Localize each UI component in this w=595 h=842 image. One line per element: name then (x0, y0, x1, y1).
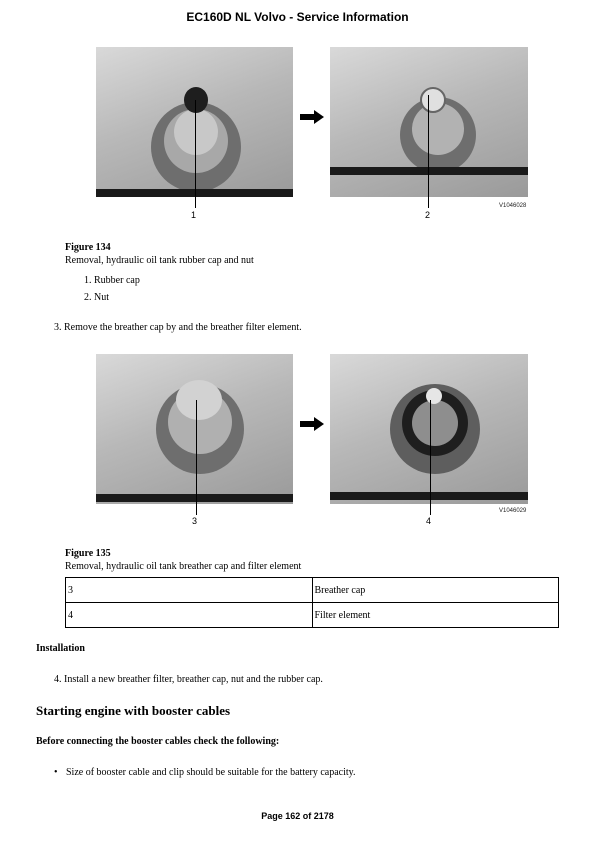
section-heading: Starting engine with booster cables (36, 703, 231, 718)
part-description: Breather cap (312, 578, 559, 603)
arrow-right-icon (300, 417, 324, 431)
callout-3: 3 (192, 516, 198, 526)
part-number: 3 (66, 578, 313, 603)
callout-4: 4 (426, 516, 432, 526)
arrow-right-icon (300, 110, 324, 124)
figure-134-caption: Removal, hydraulic oil tank rubber cap and nut (65, 255, 254, 266)
page-header: EC160D NL Volvo - Service Information (186, 10, 409, 24)
image-id: V1046028 (499, 203, 527, 209)
photo-breather-cap (96, 354, 293, 504)
callout-1: 1 (191, 210, 197, 220)
list-item: 2. Nut (84, 292, 109, 303)
figure-134-title: Figure 134 (65, 242, 111, 253)
bullet-icon: • (54, 767, 58, 778)
list-item: 1. Rubber cap (84, 275, 140, 286)
page-footer: Page 162 of 2178 (261, 811, 334, 821)
step-4: 4. Install a new breather filter, breather cap, nut and the rubber cap. (54, 674, 323, 685)
section-subheading: Before connecting the booster cables check the following: (36, 736, 280, 747)
step-3: 3. Remove the breather cap by and the breather filter element. (54, 322, 302, 333)
photo-nut (330, 47, 528, 197)
table-row (66, 603, 559, 628)
figure-135-title: Figure 135 (65, 548, 111, 559)
image-id: V1046029 (499, 508, 527, 514)
installation-heading: Installation (36, 643, 85, 654)
part-number: 4 (66, 603, 313, 628)
parts-table (65, 577, 559, 628)
table-row (66, 578, 559, 603)
list-item: Size of booster cable and clip should be suitable for the battery capacity. (66, 767, 356, 778)
part-description: Filter element (312, 603, 559, 628)
callout-2: 2 (425, 210, 431, 220)
figure-135-caption: Removal, hydraulic oil tank breather cap and filter element (65, 561, 302, 572)
photo-filter-element (330, 354, 528, 504)
